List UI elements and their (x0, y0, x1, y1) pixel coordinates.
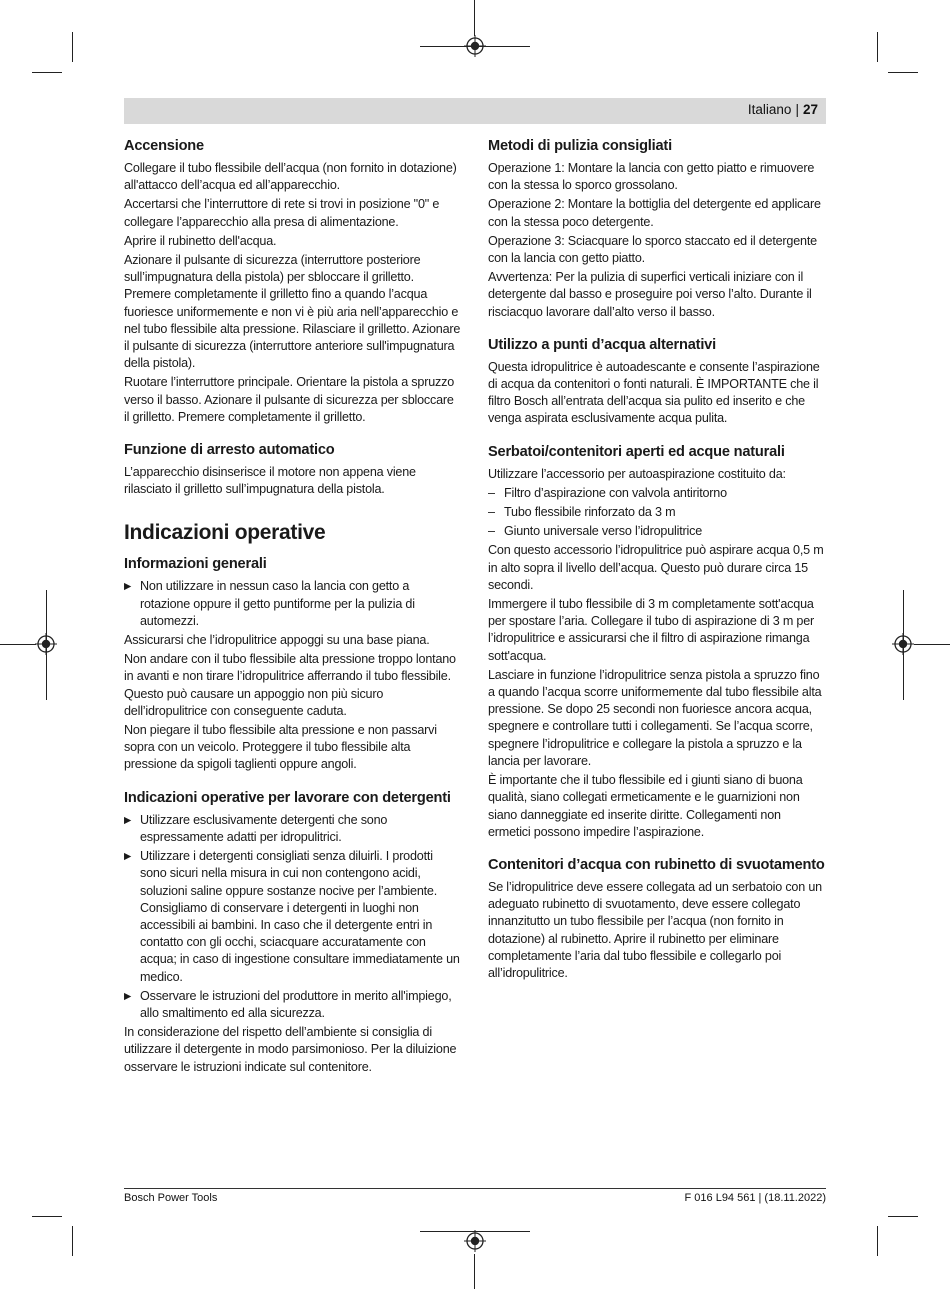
crop-mark (888, 1216, 918, 1217)
paragraph: Operazione 2: Montare la bottiglia del detergente ed applicare con la stessa poco detergente. (488, 197, 821, 229)
paragraph: L’apparecchio disinserisce il motore non appena viene rilasciato il grilletto sull’impugnatura della pistola. (124, 465, 416, 497)
header-label (748, 102, 818, 117)
paragraph: Immergere il tubo flessibile di 3 m completamente sott'acqua per spostare l’aria. Collegare il tubo di aspirazione di 3 m per l’idropulitrice e assicurarsi che il filtro di aspirazione rimanga sott'acqua. (488, 597, 815, 663)
heading-rubinetto: Contenitori d’acqua con rubinetto di svuotamento (488, 856, 825, 873)
registration-line (474, 1254, 475, 1289)
list-item: ▶ Utilizzare i detergenti consigliati senza diluirli. I prodotti sono sicuri nella misura in cui non contengono acidi, soluzioni saline oppure sostanze nocive per l’ambiente. Consigliamo di conservare i detergenti in luoghi non accessibili ai bambini. In caso che il detergente entri in contatto con gli occhi, sciacquare accuratamente con acqua; in caso di ingestione consultare immediatamente un medico. (124, 848, 462, 986)
list-item: – Filtro d’aspirazione con valvola antiritorno (488, 485, 826, 502)
heading-accensione: Accensione (124, 138, 204, 154)
paragraph: Con questo accessorio l’idropulitrice può aspirare acqua 0,5 m in alto sopra il livello dell’acqua. Questo può durare circa 15 secondi. (488, 543, 824, 592)
list-item: ▶ Non utilizzare in nessun caso la lancia con getto a rotazione oppure il getto puntiforme per la pulizia di automezzi. (124, 578, 462, 630)
paragraph: Lasciare in funzione l’idropulitrice senza pistola a spruzzo fino a quando l’acqua scorre uniformemente dal tubo flessibile alta pressione. Se dopo 25 secondi non fuoriesce ancora acqua, spegnere e controllare tutti i collegamenti. Se l’acqua scorre, spegnere l’idropulitrice e collegare la pistola a spruzzo e la lancia per lavorare. (488, 667, 822, 768)
paragraph: Collegare il tubo flessibile dell’acqua (non fornito in dotazione) all'attacco dell’acqua ed all’apparecchio. (124, 161, 457, 193)
paragraph: Utilizzare l’accessorio per autoaspirazione costituito da: (488, 466, 786, 481)
footer-brand: Bosch Power Tools (124, 1192, 218, 1204)
paragraph: Non andare con il tubo flessibile alta pressione troppo lontano in avanti e non tirare l’idropulitrice afferrando il tubo flessibile. Questo può causare un appoggio non più sicuro dell’idropulitrice con conseguente caduta. (124, 652, 456, 718)
paragraph: Ruotare l’interruttore principale. Orientare la pistola a spruzzo verso il basso. Azionare il pulsante di sicurezza per sbloccare il grilletto. Premere completamente il grilletto. (124, 375, 454, 424)
registration-mark-icon (464, 35, 486, 57)
heading-arresto: Funzione di arresto automatico (124, 442, 335, 459)
paragraph: Questa idropulitrice è autoadescante e consente l’aspirazione di acqua da contenitori o fonti naturali. È IMPORTANTE che il filtro Bosch all’entrata dell’acqua sia pulito ed inserito e che venga aspirata esclusivamente acqua pulita. (488, 359, 820, 426)
crop-mark (32, 72, 62, 73)
crop-mark (72, 1226, 73, 1256)
heading-serbatoi: Serbatoi/contenitori aperti ed acque naturali (488, 443, 785, 460)
registration-mark-icon (464, 1230, 486, 1252)
paragraph: Avvertenza: Per la pulizia di superfici verticali iniziare con il detergente dal basso e proseguire poi verso l’alto. Durante il risciacquo lavorare dall’alto verso il basso. (488, 270, 812, 319)
header-separator: | (795, 102, 799, 117)
footer-doc-id: F 016 L94 561 | (18.11.2022) (684, 1192, 826, 1204)
crop-mark (877, 32, 878, 62)
heading-detergenti: Indicazioni operative per lavorare con detergenti (124, 789, 451, 806)
list-item: – Tubo flessibile rinforzato da 3 m (488, 504, 826, 521)
registration-mark-icon (35, 633, 57, 655)
paragraph: È importante che il tubo flessibile ed i giunti siano di buona qualità, siano collegati ermeticamente e le guarnizioni non siano danneggiate ed inserite diritte. Collegamenti non ermetici possono impedire l’aspirazione. (488, 773, 803, 839)
dash-list (488, 485, 826, 541)
paragraph: Aprire il rubinetto dell'acqua. (124, 233, 277, 248)
crop-mark (32, 1216, 62, 1217)
paragraph: Accertarsi che l’interruttore di rete si trovi in posizione "0" e collegare l’apparecchio alla presa di alimentazione. (124, 197, 440, 229)
paragraph: Non piegare il tubo flessibile alta pressione e non passarvi sopra con un veicolo. Proteggere il tubo flessibile alta pressione da spigoli taglienti oppure angoli. (124, 723, 437, 772)
paragraph: Operazione 3: Sciacquare lo sporco staccato ed il detergente con la lancia con getto piatto. (488, 233, 817, 266)
header-language: Italiano (747, 102, 792, 117)
paragraph: In considerazione del rispetto dell’ambiente si consiglia di utilizzare il detergente in modo parsimonioso. Per la diluizione osservare le istruzioni indicate sul contenitore. (124, 1025, 457, 1074)
left-column (124, 136, 462, 1078)
heading-metodi: Metodi di pulizia consigliati (488, 138, 672, 154)
registration-line (474, 0, 475, 36)
heading-alternativi: Utilizzo a punti d’acqua alternativi (488, 336, 716, 353)
paragraph: Assicurarsi che l’idropulitrice appoggi su una base piana. (124, 633, 430, 648)
registration-mark-icon (892, 633, 914, 655)
section-title: Indicazioni operative (124, 521, 326, 545)
list-item: ▶ Utilizzare esclusivamente detergenti che sono espressamente adatti per idropulitrici. (124, 812, 462, 846)
paragraph: Azionare il pulsante di sicurezza (interruttore posteriore sull’impugnatura della pistola) per sbloccare il grilletto. Premere completamente il grilletto fino a quando l’acqua fuoriesce uniformemente e non vi è più aria nell’apparecchio e nel tubo flessibile alta pressione. Rilasciare il grilletto. Azionare il pulsante di sicurezza (interruttore anteriore sull'impugnatura della pistola). (124, 253, 461, 371)
page-number: 27 (802, 102, 818, 117)
list-item: ▶ Osservare le istruzioni del produttore in merito all'impiego, allo smaltimento ed alla sicurezza. (124, 988, 462, 1022)
crop-mark (877, 1226, 878, 1256)
paragraph: Se l’idropulitrice deve essere collegata ad un serbatoio con un adeguato rubinetto di svuotamento, deve essere collegato innanzitutto un tubo flessibile per l’acqua (non fornito in dotazione) al rubinetto. Aprire il rubinetto per eliminare completamente l’aria dal tubo flessibile e collegarlo poi all’idropulitrice. (488, 879, 822, 980)
footer-divider (124, 1188, 826, 1189)
crop-mark (72, 32, 73, 62)
bullet-list (124, 812, 462, 1022)
bullet-list (124, 578, 462, 630)
paragraph: Operazione 1: Montare la lancia con getto piatto e rimuovere con la stessa lo sporco grossolano. (488, 161, 815, 193)
right-column (488, 136, 826, 984)
heading-generali: Informazioni generali (124, 556, 267, 573)
registration-line (0, 644, 36, 645)
page-header (124, 98, 826, 124)
registration-line (914, 644, 950, 645)
list-item: – Giunto universale verso l’idropulitrice (488, 523, 826, 540)
crop-mark (888, 72, 918, 73)
